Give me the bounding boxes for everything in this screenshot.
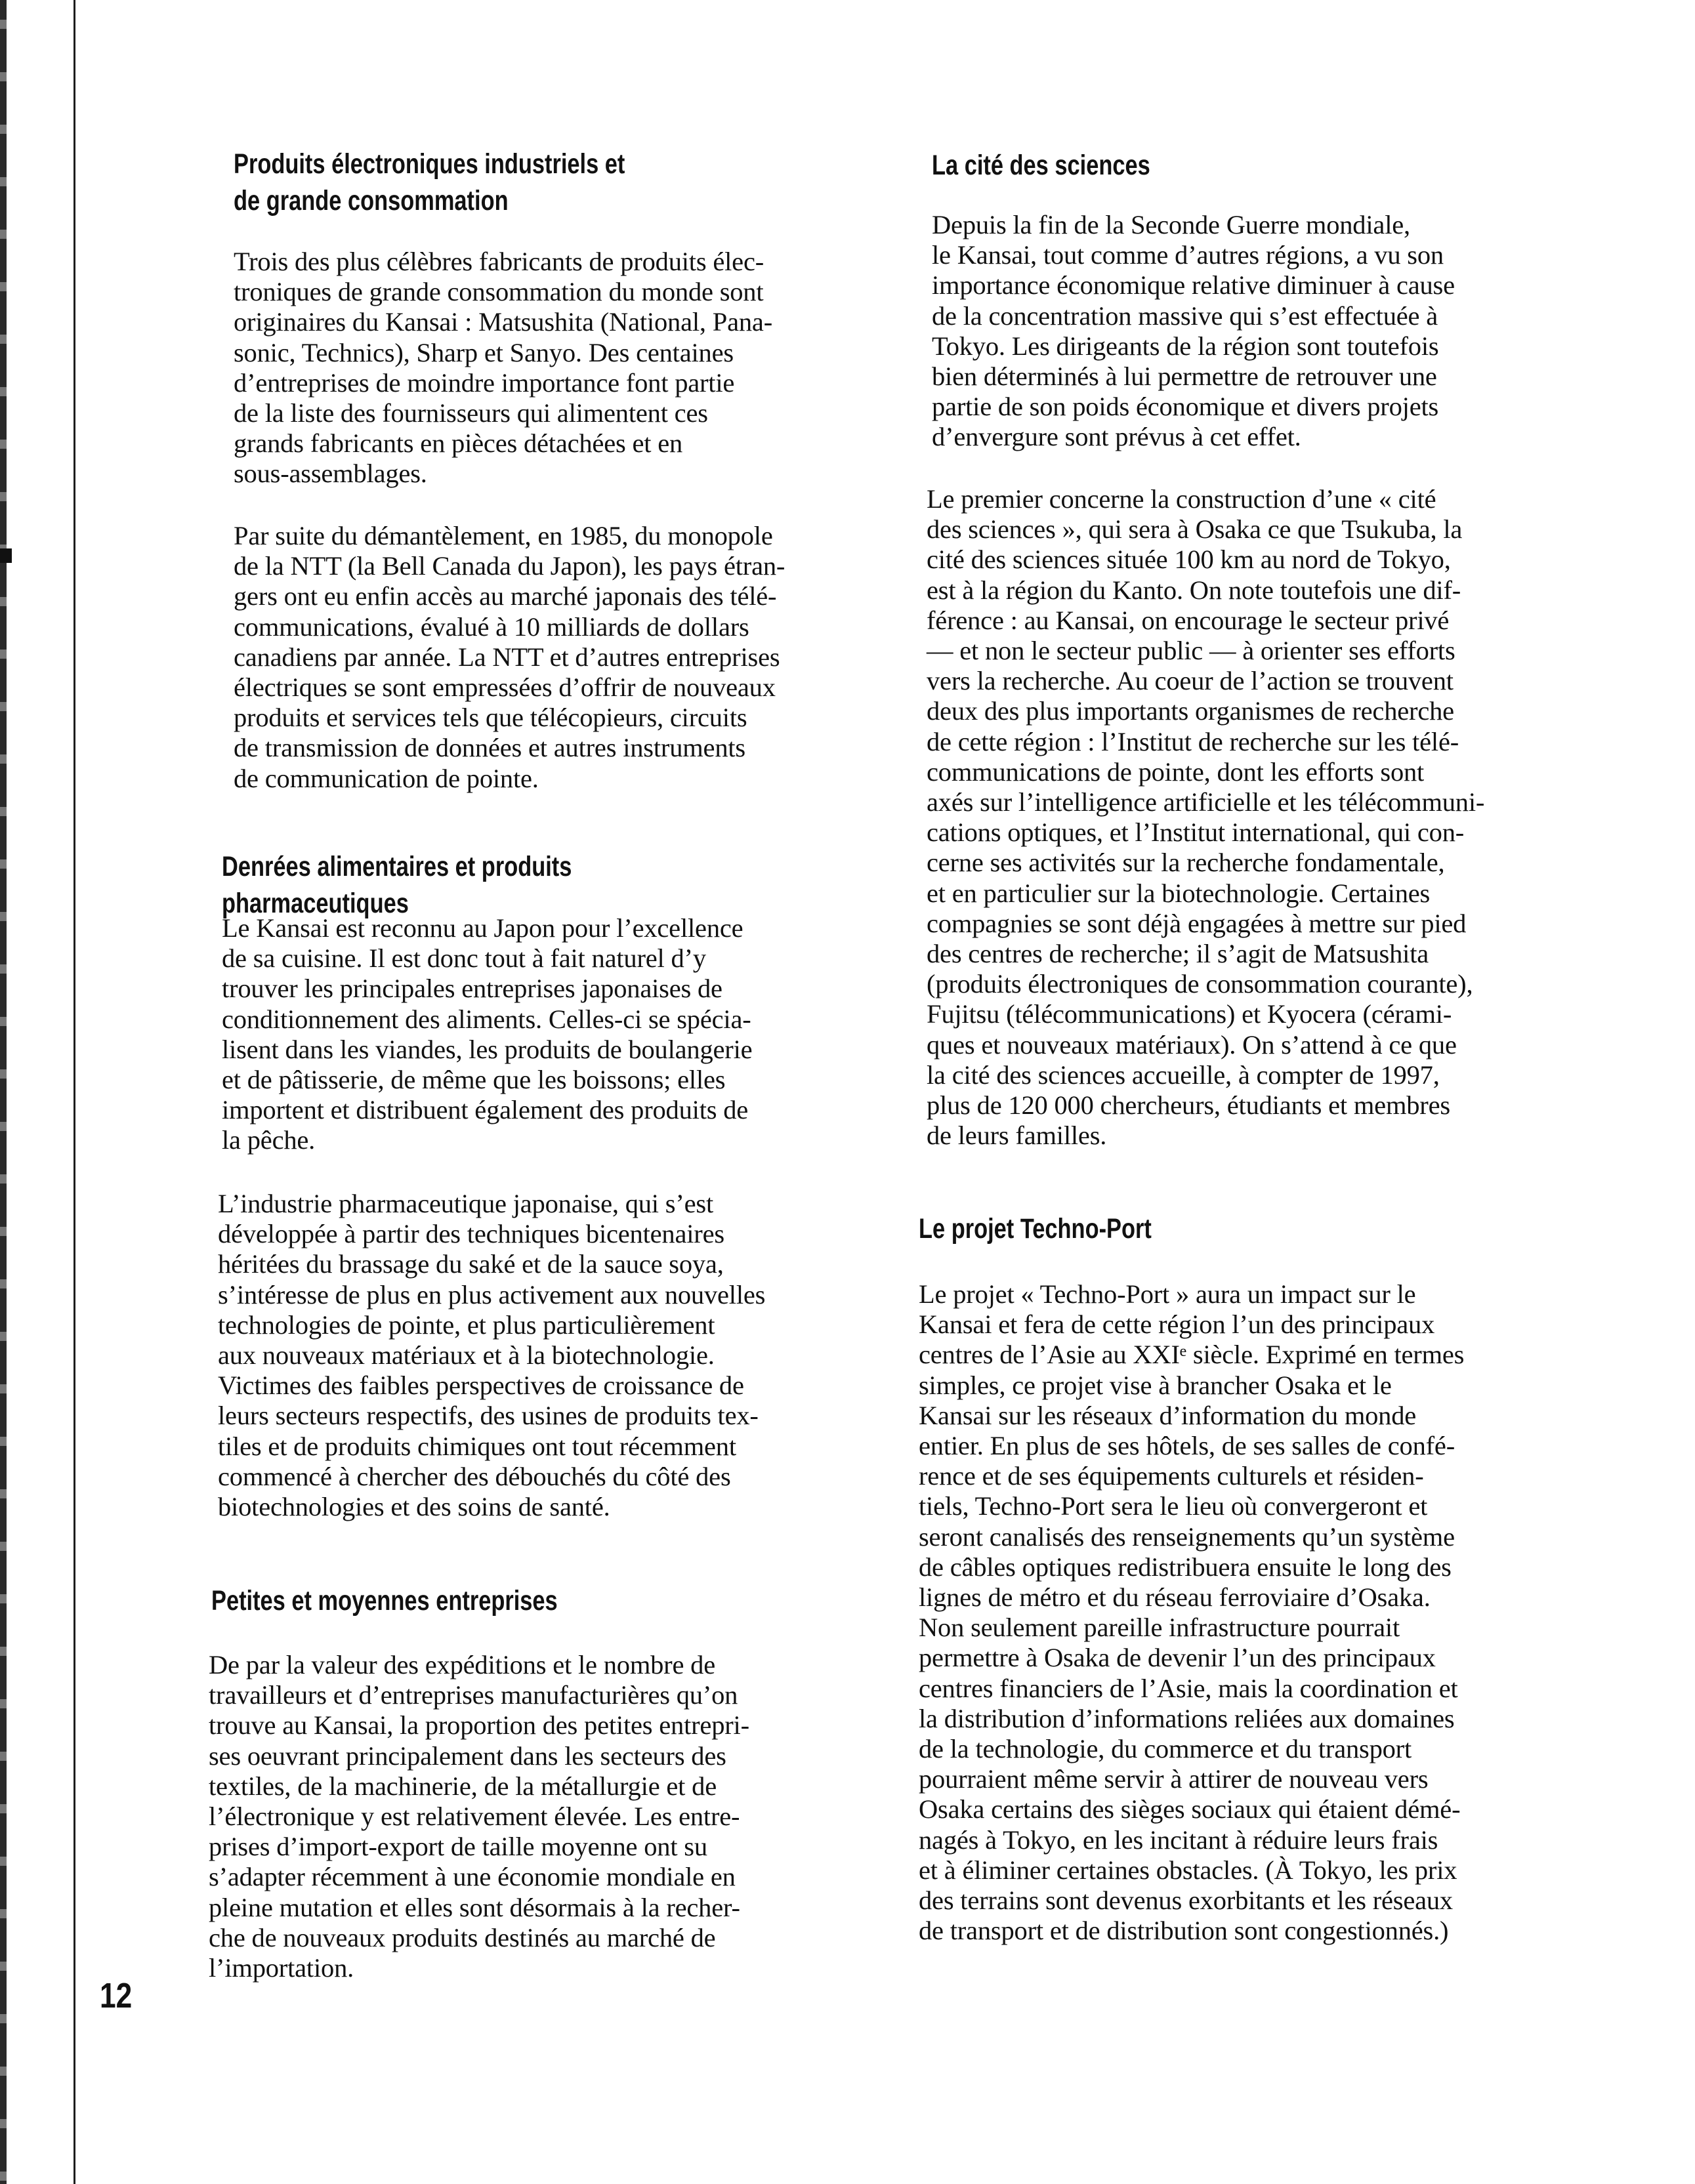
paragraph-science-city-2: Le premier concerne la construction d’une « cité des sciences », qui sera à Osaka ce que Tsukuba, la cité des sciences située 100 km au nord de Tokyo, est à la région du Kanto. On note toutefois une dif- férence : au Kansai, on encourage le secteur privé — et non le secteur public — à orienter ses efforts vers la recherche. Au coeur de l’action se trouvent deux des plus importants organismes de recherche de cette région : l’Institut de recherche sur les télé- communications de pointe, dont les efforts sont axés sur l’intelligence artificielle et les télécommuni- cations optiques, et l’Institut international, qui con- cerne ses activités sur la recherche fondamentale, et en particulier sur la biotechnologie. Certaines compagnies se sont déjà engagées à mettre sur pied des centres de recherche; il s’agit de Matsushita (produits électroniques de consommation courante), Fujitsu (télécommunications) et Kyocera (cérami- ques et nouveaux matériaux). On s’attend à ce que la cité des sciences accueille, à compter de 1997, plus de 120 000 chercheurs, étudiants et membres de leurs familles. xyxy=(927,484,1485,1151)
paragraph-science-city-1: Depuis la fin de la Seconde Guerre mondiale, le Kansai, tout comme d’autres régions, a vu son importance économique relative diminuer à cause de la concentration massive qui s’est effectuée à Tokyo. Les dirigeants de la région sont toutefois bien déterminés à lui permettre de retrouver une partie de son poids économique et divers projets d’envergure sont prévus à cet effet. xyxy=(932,210,1455,452)
section-heading-sme: Petites et moyennes entreprises xyxy=(211,1585,558,1617)
paragraph-food: Le Kansai est reconnu au Japon pour l’excellence de sa cuisine. Il est donc tout à fait naturel d’y trouver les principales entreprises japonaises de conditionnement des aliments. Celles-ci se spécia- lisent dans les viandes, les produits de boulangerie et de pâtisserie, de même que les boissons; elles importent et distribuent également des produits de la pêche. xyxy=(222,913,753,1155)
scan-edge-mark xyxy=(0,548,12,563)
section-heading-techno-port: Le projet Techno-Port xyxy=(919,1213,1152,1245)
paragraph-sme: De par la valeur des expéditions et le nombre de travailleurs et d’entreprises manufacturières qu’on trouve au Kansai, la proportion des petites entrepri- ses oeuvrant principalement dans les secteurs des textiles, de la machinerie, de la métallurgie et de l’électronique y est relativement élevée. Les entre- prises d’import-export de taille moyenne ont su s’adapter récemment à une économie mondiale en pleine mutation et elles sont désormais à la recher- che de nouveaux produits destinés au marché de l’importation. xyxy=(209,1650,749,1983)
paragraph-techno-port: Le projet « Techno-Port » aura un impact sur le Kansai et fera de cette région l’un des principaux centres de l’Asie au XXIᵉ siècle. Exprimé en termes simples, ce projet vise à brancher Osaka et le Kansai sur les réseaux d’information du monde entier. En plus de ses hôtels, de ses salles de confé- rence et de ses équipements culturels et résiden- tiels, Techno-Port sera le lieu où convergeront et seront canalisés des renseignements qu’un système de câbles optiques redistribuera ensuite le long des lignes de métro et du réseau ferroviaire d’Osaka. Non seulement pareille infrastructure pourrait permettre à Osaka de devenir l’un des principaux centres financiers de l’Asie, mais la coordination et la distribution d’informations reliées aux domaines de la technologie, du commerce et du transport pourraient même servir à attirer de nouveau vers Osaka certains des sièges sociaux qui étaient démé- nagés à Tokyo, en les incitant à réduire leurs frais et à éliminer certaines obstacles. (À Tokyo, les prix des terrains sont devenus exorbitants et les réseaux de transport et de distribution sont congestionnés.) xyxy=(919,1279,1465,1946)
paragraph-electronics-1: Trois des plus célèbres fabricants de produits élec- troniques de grande consommation du monde sont originaires du Kansai : Matsushita (National, Pana- sonic, Technics), Sharp et Sanyo. Des centaines d’entreprises de moindre importance font partie de la liste des fournisseurs qui alimentent ces grands fabricants en pièces détachées et en sous-assemblages. xyxy=(234,247,772,489)
section-heading-electronics: Produits électroniques industriels et de grande consommation xyxy=(234,148,625,216)
section-heading-science-city: La cité des sciences xyxy=(932,150,1150,181)
section-heading-food-pharma: Denrées alimentaires et produits pharmaceutiques xyxy=(222,851,572,919)
paragraph-pharma: L’industrie pharmaceutique japonaise, qui s’est développée à partir des techniques bicentenaires héritées du brassage du saké et de la sauce soya, s’intéresse de plus en plus activement aux nouvelles technologies de pointe, et plus particulièrement aux nouveaux matériaux et à la biotechnologie. Victimes des faibles perspectives de croissance de leurs secteurs respectifs, des usines de produits tex- tiles et de produits chimiques ont tout récemment commencé à chercher des débouchés du côté des biotechnologies et des soins de santé. xyxy=(218,1189,766,1522)
paragraph-electronics-2: Par suite du démantèlement, en 1985, du monopole de la NTT (la Bell Canada du Japon), les pays étran- gers ont eu enfin accès au marché japonais des télé- communications, évalué à 10 milliards de dollars canadiens par année. La NTT et d’autres entreprises électriques se sont empressées d’offrir de nouveaux produits et services tels que télécopieurs, circuits de transmission de données et autres instruments de communication de pointe. xyxy=(234,521,785,793)
margin-rule xyxy=(73,0,75,2184)
page-number: 12 xyxy=(100,1976,133,2015)
scan-edge-bar xyxy=(0,0,7,2184)
